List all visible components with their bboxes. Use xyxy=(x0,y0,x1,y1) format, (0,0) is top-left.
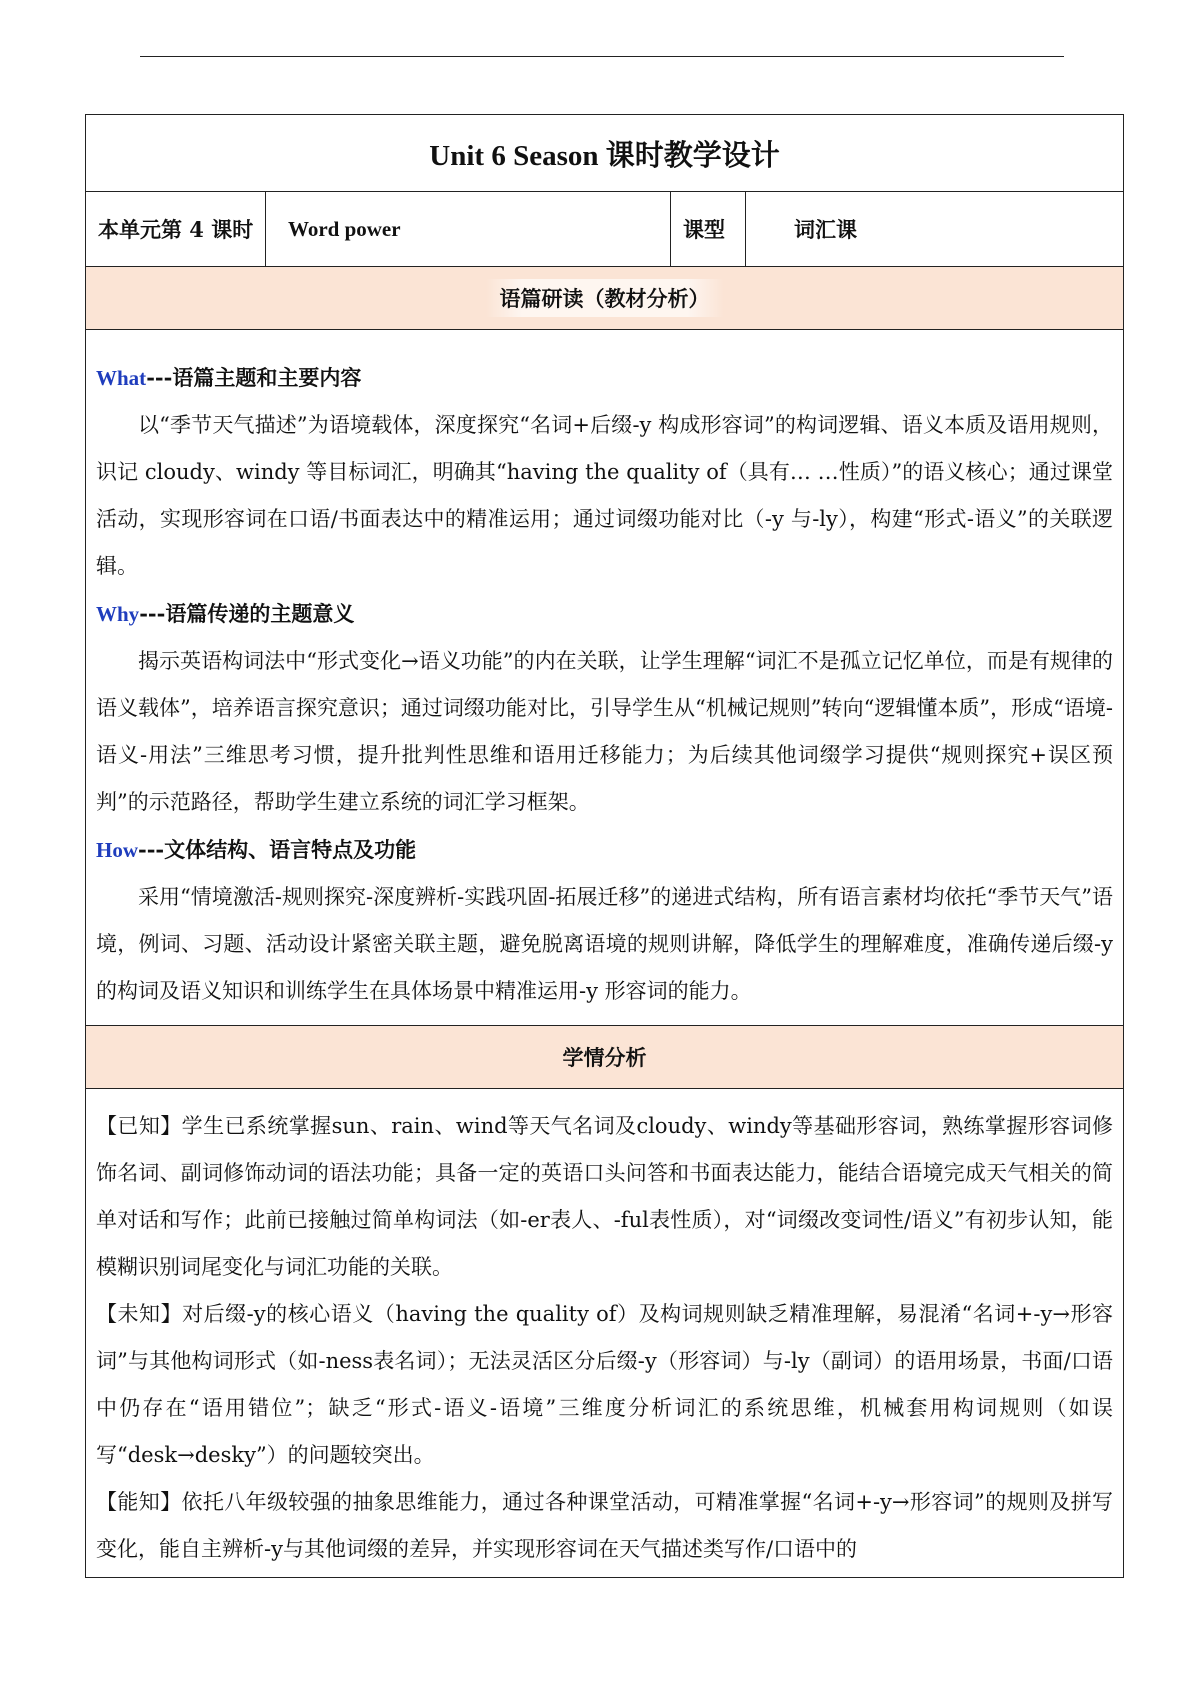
how-keyword: How xyxy=(96,838,138,862)
lesson-type-value: 词汇课 xyxy=(746,192,1124,267)
known-tag: 【已知】 xyxy=(96,1114,182,1138)
lesson-type-label: 课型 xyxy=(671,192,746,267)
able-paragraph xyxy=(96,1479,1113,1573)
what-heading-text: ---语篇主题和主要内容 xyxy=(146,365,362,390)
learner-analysis-header-row xyxy=(86,1026,1124,1089)
how-paragraph: 采用“情境激活-规则探究-深度辨析-实践巩固-拓展迁移”的递进式结构，所有语言素材均依托“季节天气”语境，例词、习题、活动设计紧密关联主题，避免脱离语境的规则讲解，降低学生的理解难度，准确传递后缀-y 的构词及语义知识和训练学生在具体场景中精准运用-y 形容词的能力。 xyxy=(96,885,1114,1003)
unknown-paragraph xyxy=(96,1291,1113,1479)
why-keyword: Why xyxy=(96,602,140,626)
unknown-tag: 【未知】 xyxy=(96,1302,183,1326)
how-heading-text: ---文体结构、语言特点及功能 xyxy=(138,837,417,862)
page-title: Unit 6 Season 课时教学设计 xyxy=(86,115,1124,192)
known-text: 学生已系统掌握sun、rain、wind等天气名词及cloudy、windy等基础形容词，熟练掌握形容词修饰名词、副词修饰动词的语法功能；具备一定的英语口头问答和书面表达能力，能结合语境完成天气相关的简单对话和写作；此前已接触过简单构词法（如-er表人、-ful表性质），对“词缀改变词性/语义”有初步认知，能模糊识别词尾变化与词汇功能的关联。 xyxy=(96,1114,1114,1279)
text-analysis-body xyxy=(86,330,1124,1026)
how-heading xyxy=(96,826,1113,874)
title-row xyxy=(86,115,1124,192)
lesson-title: Word power xyxy=(266,192,671,267)
why-heading xyxy=(96,590,1113,638)
text-analysis-row xyxy=(86,330,1124,1026)
why-heading-text: ---语篇传递的主题意义 xyxy=(139,601,355,626)
known-paragraph xyxy=(96,1103,1113,1291)
able-text: 依托八年级较强的抽象思维能力，通过各种课堂活动，可精准掌握“名词+-y→形容词”的规则及拼写变化，能自主辨析-y与其他词缀的差异，并实现形容词在天气描述类写作/口语中的 xyxy=(96,1490,1114,1561)
lesson-plan-table xyxy=(85,114,1124,1578)
section-header-row xyxy=(86,267,1124,330)
text-analysis-heading-label: 语篇研读（教材分析） xyxy=(486,279,724,317)
meta-row xyxy=(86,192,1124,267)
learner-analysis-body xyxy=(86,1089,1124,1578)
learner-analysis-heading: 学情分析 xyxy=(86,1026,1124,1089)
text-analysis-heading xyxy=(86,267,1124,330)
header-rule xyxy=(140,56,1064,57)
what-heading xyxy=(96,354,1113,402)
able-tag: 【能知】 xyxy=(96,1490,182,1514)
why-paragraph: 揭示英语构词法中“形式变化→语义功能”的内在关联，让学生理解“词汇不是孤立记忆单位，而是有规律的语义载体”，培养语言探究意识；通过词缀功能对比，引导学生从“机械记规则”转向“逻辑懂本质”，形成“语境-语义-用法”三维思考习惯，提升批判性思维和语用迁移能力；为后续其他词缀学习提供“规则探究+误区预判”的示范路径，帮助学生建立系统的词汇学习框架。 xyxy=(96,649,1114,814)
what-paragraph: 以“季节天气描述”为语境载体，深度探究“名词+后缀-y 构成形容词”的构词逻辑、语义本质及语用规则，识记 cloudy、windy 等目标词汇，明确其“having the quality of（具有… …性质）”的语义核心；通过课堂活动，实现形容词在口语/书面表达中的精准运用；通过词缀功能对比（-y 与-ly），构建“形式-语义”的关联逻辑。 xyxy=(96,413,1114,578)
learner-analysis-row xyxy=(86,1089,1124,1578)
lesson-number: 本单元第 4 课时 xyxy=(86,192,266,267)
what-keyword: What xyxy=(96,366,147,390)
unknown-text: 对后缀-y的核心语义（having the quality of）及构词规则缺乏精准理解，易混淆“名词+-y→形容词”与其他构词形式（如-ness表名词）；无法灵活区分后缀-y（形容词）与-ly（副词）的语用场景，书面/口语中仍存在“语用错位”；缺乏“形式-语义-语境”三维度分析词汇的系统思维，机械套用构词规则（如误写“desk→desky”）的问题较突出。 xyxy=(96,1302,1114,1467)
